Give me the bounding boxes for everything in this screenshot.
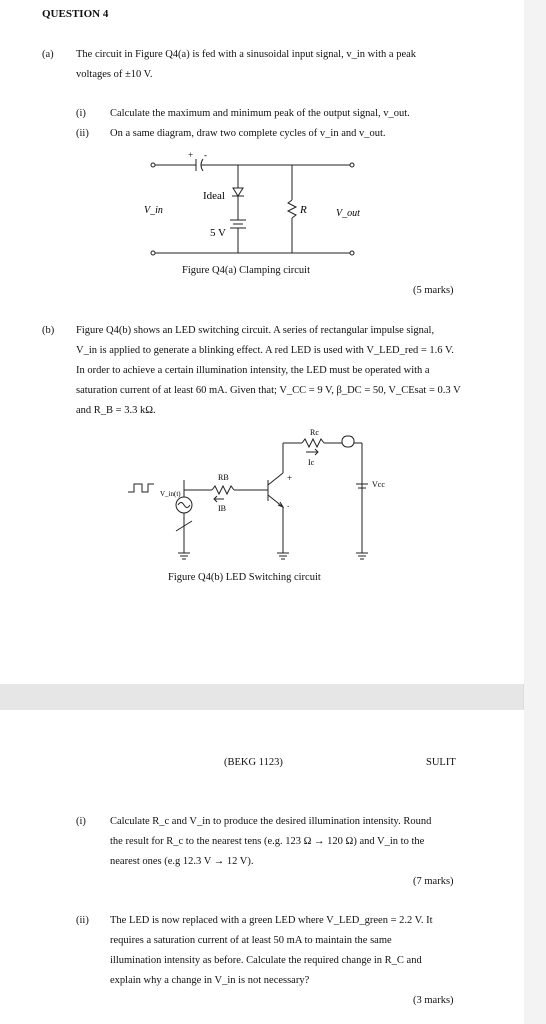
part-a-label: (a)	[42, 49, 54, 60]
part-b-item-ii-line1: The LED is now replaced with a green LED where V_LED_green = 2.2 V. It	[110, 915, 433, 926]
resistor-label: R	[300, 204, 307, 216]
part-b-item-i-line3: nearest ones (e.g 12.3 V → 12 V).	[110, 856, 254, 867]
figure-q4b-caption: Figure Q4(b) LED Switching circuit	[168, 572, 321, 583]
capacitor-minus-label: -	[204, 150, 207, 160]
ib-label: IB	[218, 504, 226, 513]
clamping-circuit-diagram	[140, 150, 380, 262]
part-a-text-line2: voltages of ±10 V.	[76, 69, 153, 80]
question-heading: QUESTION 4	[42, 8, 109, 20]
classification-label: SULIT	[426, 757, 456, 768]
vcc-label: Vcc	[372, 480, 385, 489]
part-b-item-ii-line4: explain why a change in V_in is not necessary?	[110, 975, 310, 986]
pulse-icon	[128, 484, 154, 492]
vout-label: V_out	[336, 208, 360, 219]
part-b-item-ii-marks: (3 marks)	[413, 995, 454, 1006]
course-code: (BEKG 1123)	[224, 757, 283, 768]
part-b-item-i-line2: the result for R_c to the nearest tens (e.g. 123 Ω → 120 Ω) and V_in to the	[110, 836, 425, 847]
part-a-item-i-text: Calculate the maximum and minimum peak of the output signal, v_out.	[110, 108, 410, 119]
led-symbol	[342, 436, 354, 447]
input-terminal-bottom	[151, 251, 155, 255]
figure-q4a-caption: Figure Q4(a) Clamping circuit	[182, 265, 311, 276]
part-a-marks: (5 marks)	[413, 285, 454, 296]
scrollbar[interactable]	[523, 0, 546, 1024]
vin-t-label: V_in(t)	[160, 490, 181, 498]
resistor-symbol	[288, 200, 296, 218]
rc-resistor-symbol	[302, 439, 324, 447]
part-a-item-ii-num: (ii)	[76, 128, 89, 139]
part-b-item-i-line1: Calculate R_c and V_in to produce the desired illumination intensity. Round	[110, 816, 432, 827]
part-b-item-ii-line3: illumination intensity as before. Calculate the required change in R_C and	[110, 955, 422, 966]
part-b-line3: In order to achieve a certain illumination intensity, the LED must be operated with a	[76, 365, 430, 376]
part-b-line4: saturation current of at least 60 mA. Given that; V_CC = 9 V, β_DC = 50, V_CEsat = 0.3 V	[76, 385, 461, 396]
part-b-line1: Figure Q4(b) shows an LED switching circuit. A series of rectangular impulse signal,	[76, 325, 435, 336]
part-b-label: (b)	[42, 325, 55, 336]
output-terminal-bottom	[350, 251, 354, 255]
part-b-item-i-num: (i)	[76, 816, 86, 827]
document-page-2	[0, 710, 524, 1024]
battery-label: 5 V	[210, 227, 226, 239]
input-terminal-top	[151, 163, 155, 167]
rb-label: RB	[218, 473, 229, 482]
vin-label: V_in	[144, 205, 163, 216]
output-terminal-top	[350, 163, 354, 167]
part-a-item-ii-text: On a same diagram, draw two complete cycles of v_in and v_out.	[110, 128, 386, 139]
part-b-item-ii-line2: requires a saturation current of at least 50 mA to maintain the same	[110, 935, 392, 946]
part-b-line5: and R_B = 3.3 kΩ.	[76, 405, 156, 416]
part-b-item-i-marks: (7 marks)	[413, 876, 454, 887]
part-b-line2: V_in is applied to generate a blinking effect. A red LED is used with V_LED_red = 1.6 V.	[76, 345, 454, 356]
led-switching-circuit-diagram	[120, 425, 410, 567]
ic-label: Ic	[308, 458, 315, 467]
emitter-dot-label: .	[287, 499, 290, 509]
rc-label: Rc	[310, 428, 319, 437]
rb-resistor-symbol	[212, 486, 234, 494]
part-b-item-ii-num: (ii)	[76, 915, 89, 926]
diode-label: Ideal	[203, 190, 225, 202]
part-a-item-i-num: (i)	[76, 108, 86, 119]
diode-symbol	[233, 188, 243, 196]
capacitor-plus-label: +	[188, 150, 194, 160]
part-a-text-line1: The circuit in Figure Q4(a) is fed with a sinusoidal input signal, v_in with a peak	[76, 49, 417, 60]
collector-plus-label: +	[287, 473, 293, 483]
